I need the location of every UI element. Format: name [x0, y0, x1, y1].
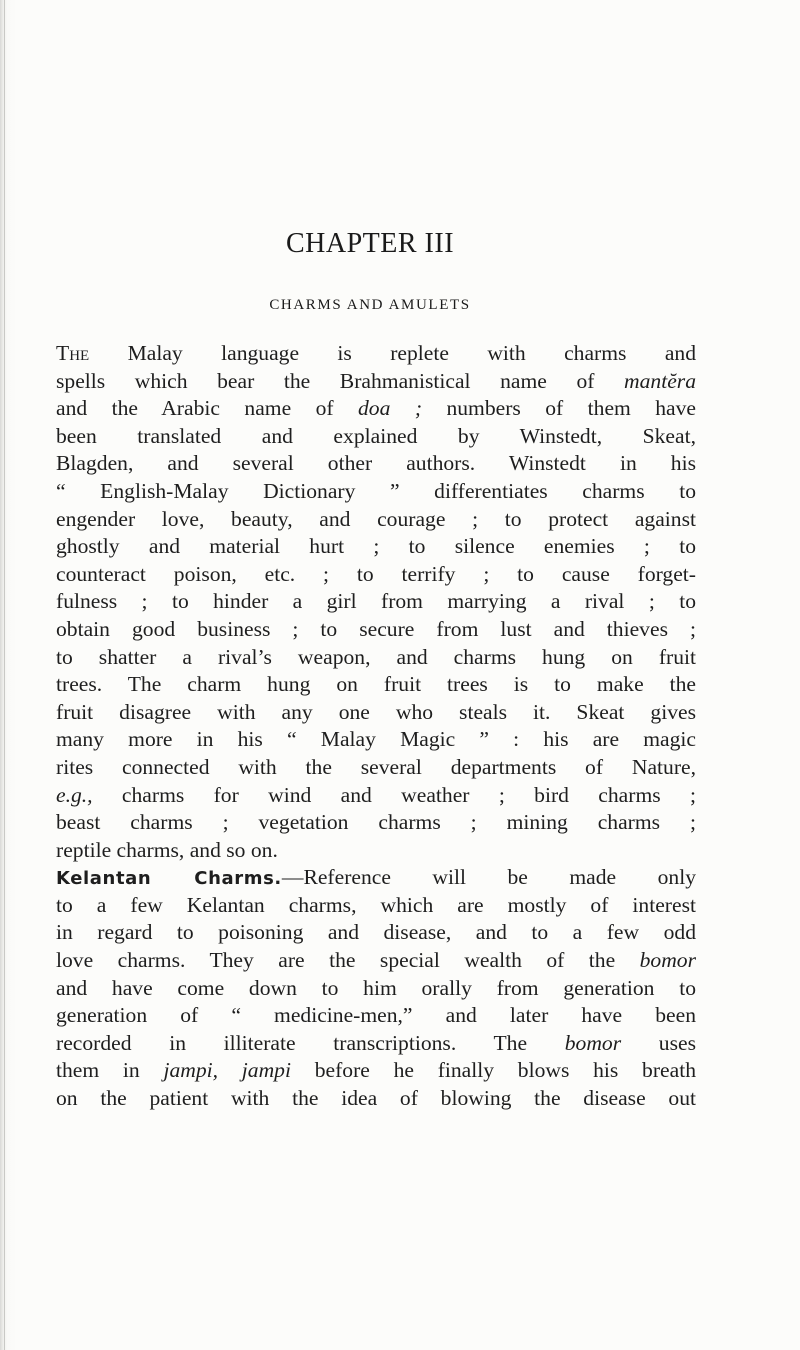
text-line — [56, 395, 696, 423]
text-line — [56, 1030, 696, 1058]
drop-word: The — [56, 341, 90, 365]
text-line: to a few Kelantan charms, which are mostly of interest — [56, 892, 696, 917]
section-heading: Kelantan Charms. — [56, 868, 282, 890]
text-line: to shatter a rival’s weapon, and charms hung on fruit — [56, 644, 696, 669]
text-line: fruit disagree with any one who steals it. Skeat gives — [56, 699, 696, 724]
text-line: and have come down to him orally from generation to — [56, 975, 696, 1000]
line-text: before he finally blows his breath — [290, 1058, 696, 1083]
chapter-subtitle: CHARMS AND AMULETS — [269, 297, 471, 313]
italic-term: bomor — [639, 948, 696, 973]
text-line: generation of “ medicine-men,” and later have been — [56, 1003, 696, 1028]
chapter-title: CHAPTER III — [285, 228, 455, 259]
italic-term: jampi, jampi — [163, 1058, 291, 1083]
line-text: —Reference will be made only — [281, 865, 696, 890]
italic-term: e.g., — [56, 782, 93, 807]
line-text: spells which bear the Brahmanistical name of — [56, 368, 625, 393]
italic-term: doa ; — [358, 396, 423, 421]
line-text: uses — [621, 1030, 696, 1055]
text-line — [56, 368, 696, 396]
text-line — [56, 782, 696, 810]
text-line: Blagden, and several other authors. Winstedt in his — [56, 451, 696, 476]
line-text: them in — [56, 1058, 164, 1083]
text-line: obtain good business ; to secure from lust and thieves ; — [56, 616, 696, 641]
text-line — [56, 340, 696, 368]
line-text: and the Arabic name of — [56, 396, 358, 421]
page-edge-shadow — [0, 0, 18, 1350]
page-edge-line — [4, 0, 5, 1350]
line-text: love charms. They are the special wealth of the — [56, 948, 640, 973]
text-line: engender love, beauty, and courage ; to protect against — [56, 506, 696, 531]
text-line — [56, 864, 696, 892]
body-text — [56, 340, 696, 1113]
text-line: reptile charms, and so on. — [56, 837, 278, 862]
line-text: Malay language is replete with charms and — [89, 341, 696, 365]
text-line — [56, 1057, 696, 1085]
line-text: numbers of them have — [422, 396, 696, 421]
line-text: recorded in illiterate transcriptions. The — [56, 1030, 565, 1055]
italic-term: mantĕra — [624, 368, 696, 393]
line-text: charms for wind and weather ; bird charms ; — [92, 782, 696, 807]
text-line: trees. The charm hung on fruit trees is to make the — [56, 672, 696, 697]
text-line: beast charms ; vegetation charms ; mining charms ; — [56, 810, 696, 835]
italic-term: bomor — [564, 1030, 622, 1055]
text-line: in regard to poisoning and disease, and to a few odd — [56, 920, 696, 945]
text-line — [56, 947, 696, 975]
text-line: rites connected with the several departments of Nature, — [56, 754, 696, 779]
text-line: fulness ; to hinder a girl from marrying a rival ; to — [56, 589, 696, 614]
text-line: been translated and explained by Winstedt, Skeat, — [56, 423, 696, 448]
text-line: counteract poison, etc. ; to terrify ; to cause forget- — [56, 561, 696, 586]
text-line: ghostly and material hurt ; to silence enemies ; to — [56, 534, 696, 559]
text-line: on the patient with the idea of blowing the disease out — [56, 1086, 696, 1111]
text-line: “ English-Malay Dictionary ” differentiates charms to — [56, 478, 696, 503]
text-line: many more in his “ Malay Magic ” : his are magic — [56, 727, 696, 752]
